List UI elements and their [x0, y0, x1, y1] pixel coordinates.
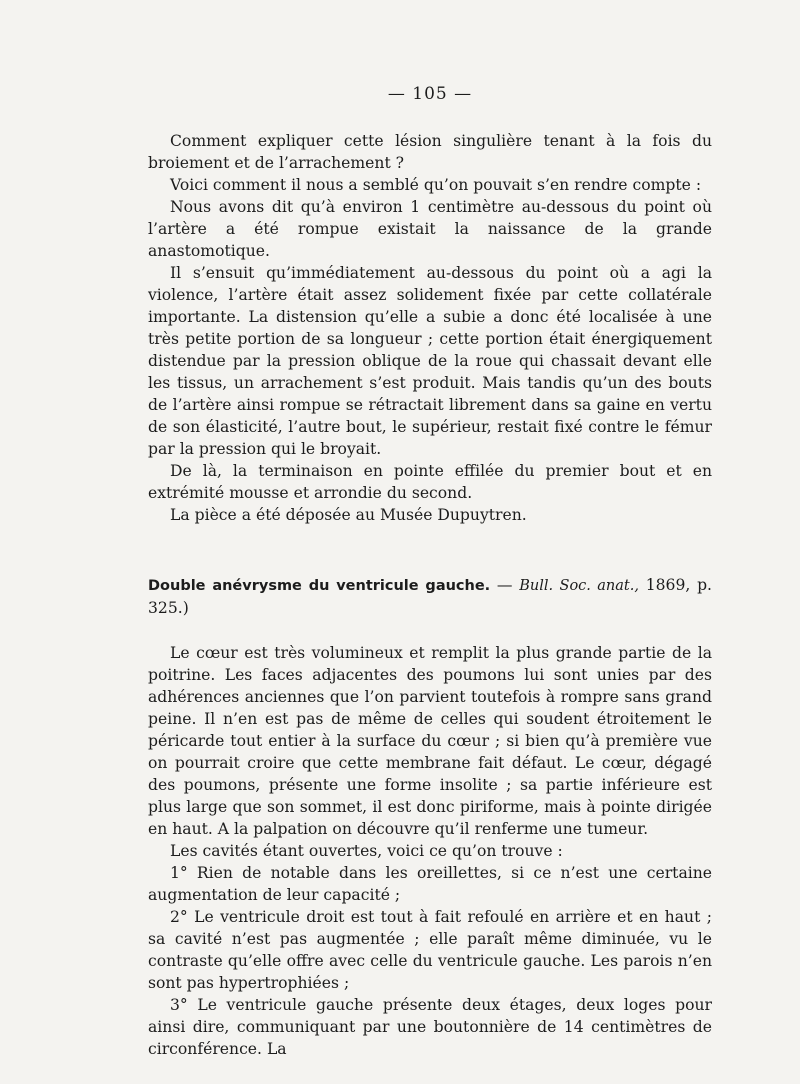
section-citation-year: 1869, p. 325.) — [148, 576, 713, 617]
paragraph: 1° Rien de notable dans les oreillettes, si ce n’est une certaine augmentation de leur capacité ; — [148, 864, 712, 904]
page-number: — 105 — — [387, 84, 473, 104]
page-body — [148, 84, 712, 1060]
paragraph: De là, la terminaison en pointe effilée du premier bout et en extrémité mousse et arrondie du second. — [148, 462, 712, 502]
section-spacer — [148, 526, 712, 574]
paragraph: Il s’ensuit qu’immédiatement au-dessous du point où a agi la violence, l’artère était assez solidement fixée par cette collatérale importante. La distension qu’elle a subie a donc été localisée à une très petite portion de sa longueur ; cette portion était énergiquement distendue par la pression oblique de la roue qui chassait devant elle les tissus, un arrachement s’est produit. Mais tandis qu’un des bouts de l’artère ainsi rompue se rétractait librement dans sa gaine en vertu de son élasticité, l’autre bout, le supérieur, restait fixé contre le fémur par la pression qui le broyait. — [148, 264, 712, 458]
paragraph: Les cavités étant ouvertes, voici ce qu’on trouve : — [170, 842, 563, 860]
section-heading — [148, 574, 712, 619]
paragraph: Comment expliquer cette lésion singulière tenant à la fois du broiement et de l’arrachement ? — [148, 132, 712, 172]
section-citation-source: Bull. Soc. anat., — [519, 578, 639, 594]
paragraph: Le cœur est très volumineux et remplit la plus grande partie de la poitrine. Les faces adjacentes des poumons lui sont unies par des adhérences anciennes que l’on parvient toutefois à rompre sans grand peine. Il n’en est pas de même de celles qui soudent étroitement le péricarde tout entier à la surface du cœur ; si bien qu’à première vue on pourrait croire que cette membrane fait défaut. Le cœur, dégagé des poumons, présente une forme insolite ; sa partie inférieure est plus large que son sommet, il est donc piriforme, mais à pointe dirigée en haut. A la palpation on découvre qu’il renferme une tumeur. — [148, 644, 712, 838]
paragraph: 3° Le ventricule gauche présente deux étages, deux loges pour ainsi dire, communiquant par une boutonnière de 14 centimètres de circonférence. La — [148, 996, 712, 1058]
paragraph: 2° Le ventricule droit est tout à fait refoulé en arrière et en haut ; sa cavité n’est pas augmentée ; elle paraît même diminuée, vu le contraste qu’elle offre avec celle du ventricule gauche. Les parois n’en sont pas hypertrophiées ; — [148, 908, 712, 992]
paragraph: Voici comment il nous a semblé qu’on pouvait s’en rendre compte : — [170, 176, 702, 194]
section-title: Double anévrysme du ventricule gauche. — [148, 578, 491, 594]
paragraph: Nous avons dit qu’à environ 1 centimètre au-dessous du point où l’artère a été rompue existait la naissance de la grande anastomotique. — [148, 198, 712, 260]
section-dash: — — [490, 576, 520, 594]
section-spacer — [148, 619, 712, 642]
paragraph: La pièce a été déposée au Musée Dupuytren. — [170, 506, 527, 524]
